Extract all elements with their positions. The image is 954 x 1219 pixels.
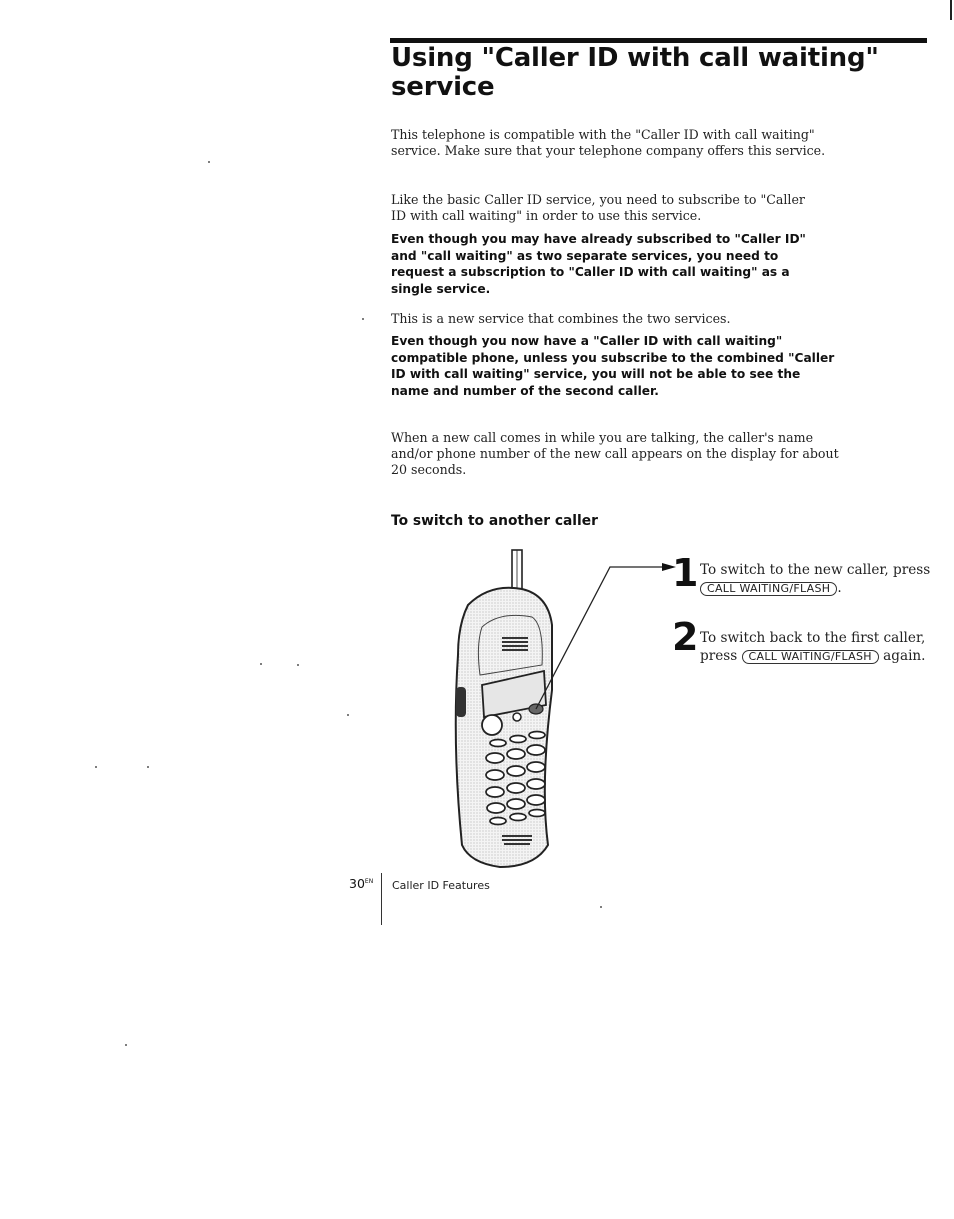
scan-speck <box>95 766 97 768</box>
scan-speck <box>147 766 149 768</box>
page-number: $30^{EN}$ <box>349 876 374 891</box>
paragraph-compatibility: This telephone is compatible with the "Caller ID with call waiting" service. Make sure that your telephone company offers this service. <box>391 127 826 158</box>
scan-speck <box>208 161 210 163</box>
step-1-text <box>700 561 940 597</box>
step-2-text <box>700 629 936 665</box>
edge-mark <box>950 0 952 20</box>
scan-speck <box>347 714 349 716</box>
section-heading: To switch to another caller <box>391 513 598 529</box>
paragraph-new-service: This is a new service that combines the two services. <box>391 311 731 326</box>
paragraph-subscription: Like the basic Caller ID service, you need to subscribe to "Caller ID with call waiting" in order to use this service. <box>391 192 805 223</box>
paragraph-bold-subscription-note: Even though you may have already subscribed to "Caller ID" and "call waiting" as two separate services, you need to request a subscription to "Caller ID with call waiting" as a single service. <box>391 232 806 296</box>
step-2-instruction: To switch back to the first caller, press <box>700 630 926 664</box>
page-title: Using "Caller ID with call waiting" service <box>391 43 879 102</box>
scan-speck <box>600 906 602 908</box>
cordless-phone-illustration <box>440 545 690 875</box>
footer-divider <box>381 873 382 925</box>
scan-speck <box>125 1044 127 1046</box>
step-1-number: 1 <box>672 551 699 595</box>
call-waiting-flash-key: CALL WAITING/FLASH <box>742 650 879 664</box>
scan-speck <box>362 318 364 320</box>
step-1-suffix: . <box>837 580 842 596</box>
scan-speck <box>297 664 299 666</box>
step-2-suffix: again. <box>883 648 926 664</box>
step-2-number: 2 <box>672 615 699 659</box>
step-1-instruction: To switch to the new caller, press <box>700 562 931 578</box>
page-number-suffix: EN <box>364 877 374 885</box>
call-waiting-flash-key: CALL WAITING/FLASH <box>700 582 837 596</box>
footer-section-label: Caller ID Features <box>392 879 490 892</box>
scan-speck <box>260 663 262 665</box>
paragraph-incoming-call: When a new call comes in while you are talking, the caller's name and/or phone number of the new call appears on the display for about 20 seconds. <box>391 430 839 477</box>
paragraph-bold-compatibility-warning: Even though you now have a "Caller ID with call waiting" compatible phone, unless you subscribe to the combined "Caller ID with call waiting" service, you will not be able to see the name and number of the second caller. <box>391 334 835 398</box>
